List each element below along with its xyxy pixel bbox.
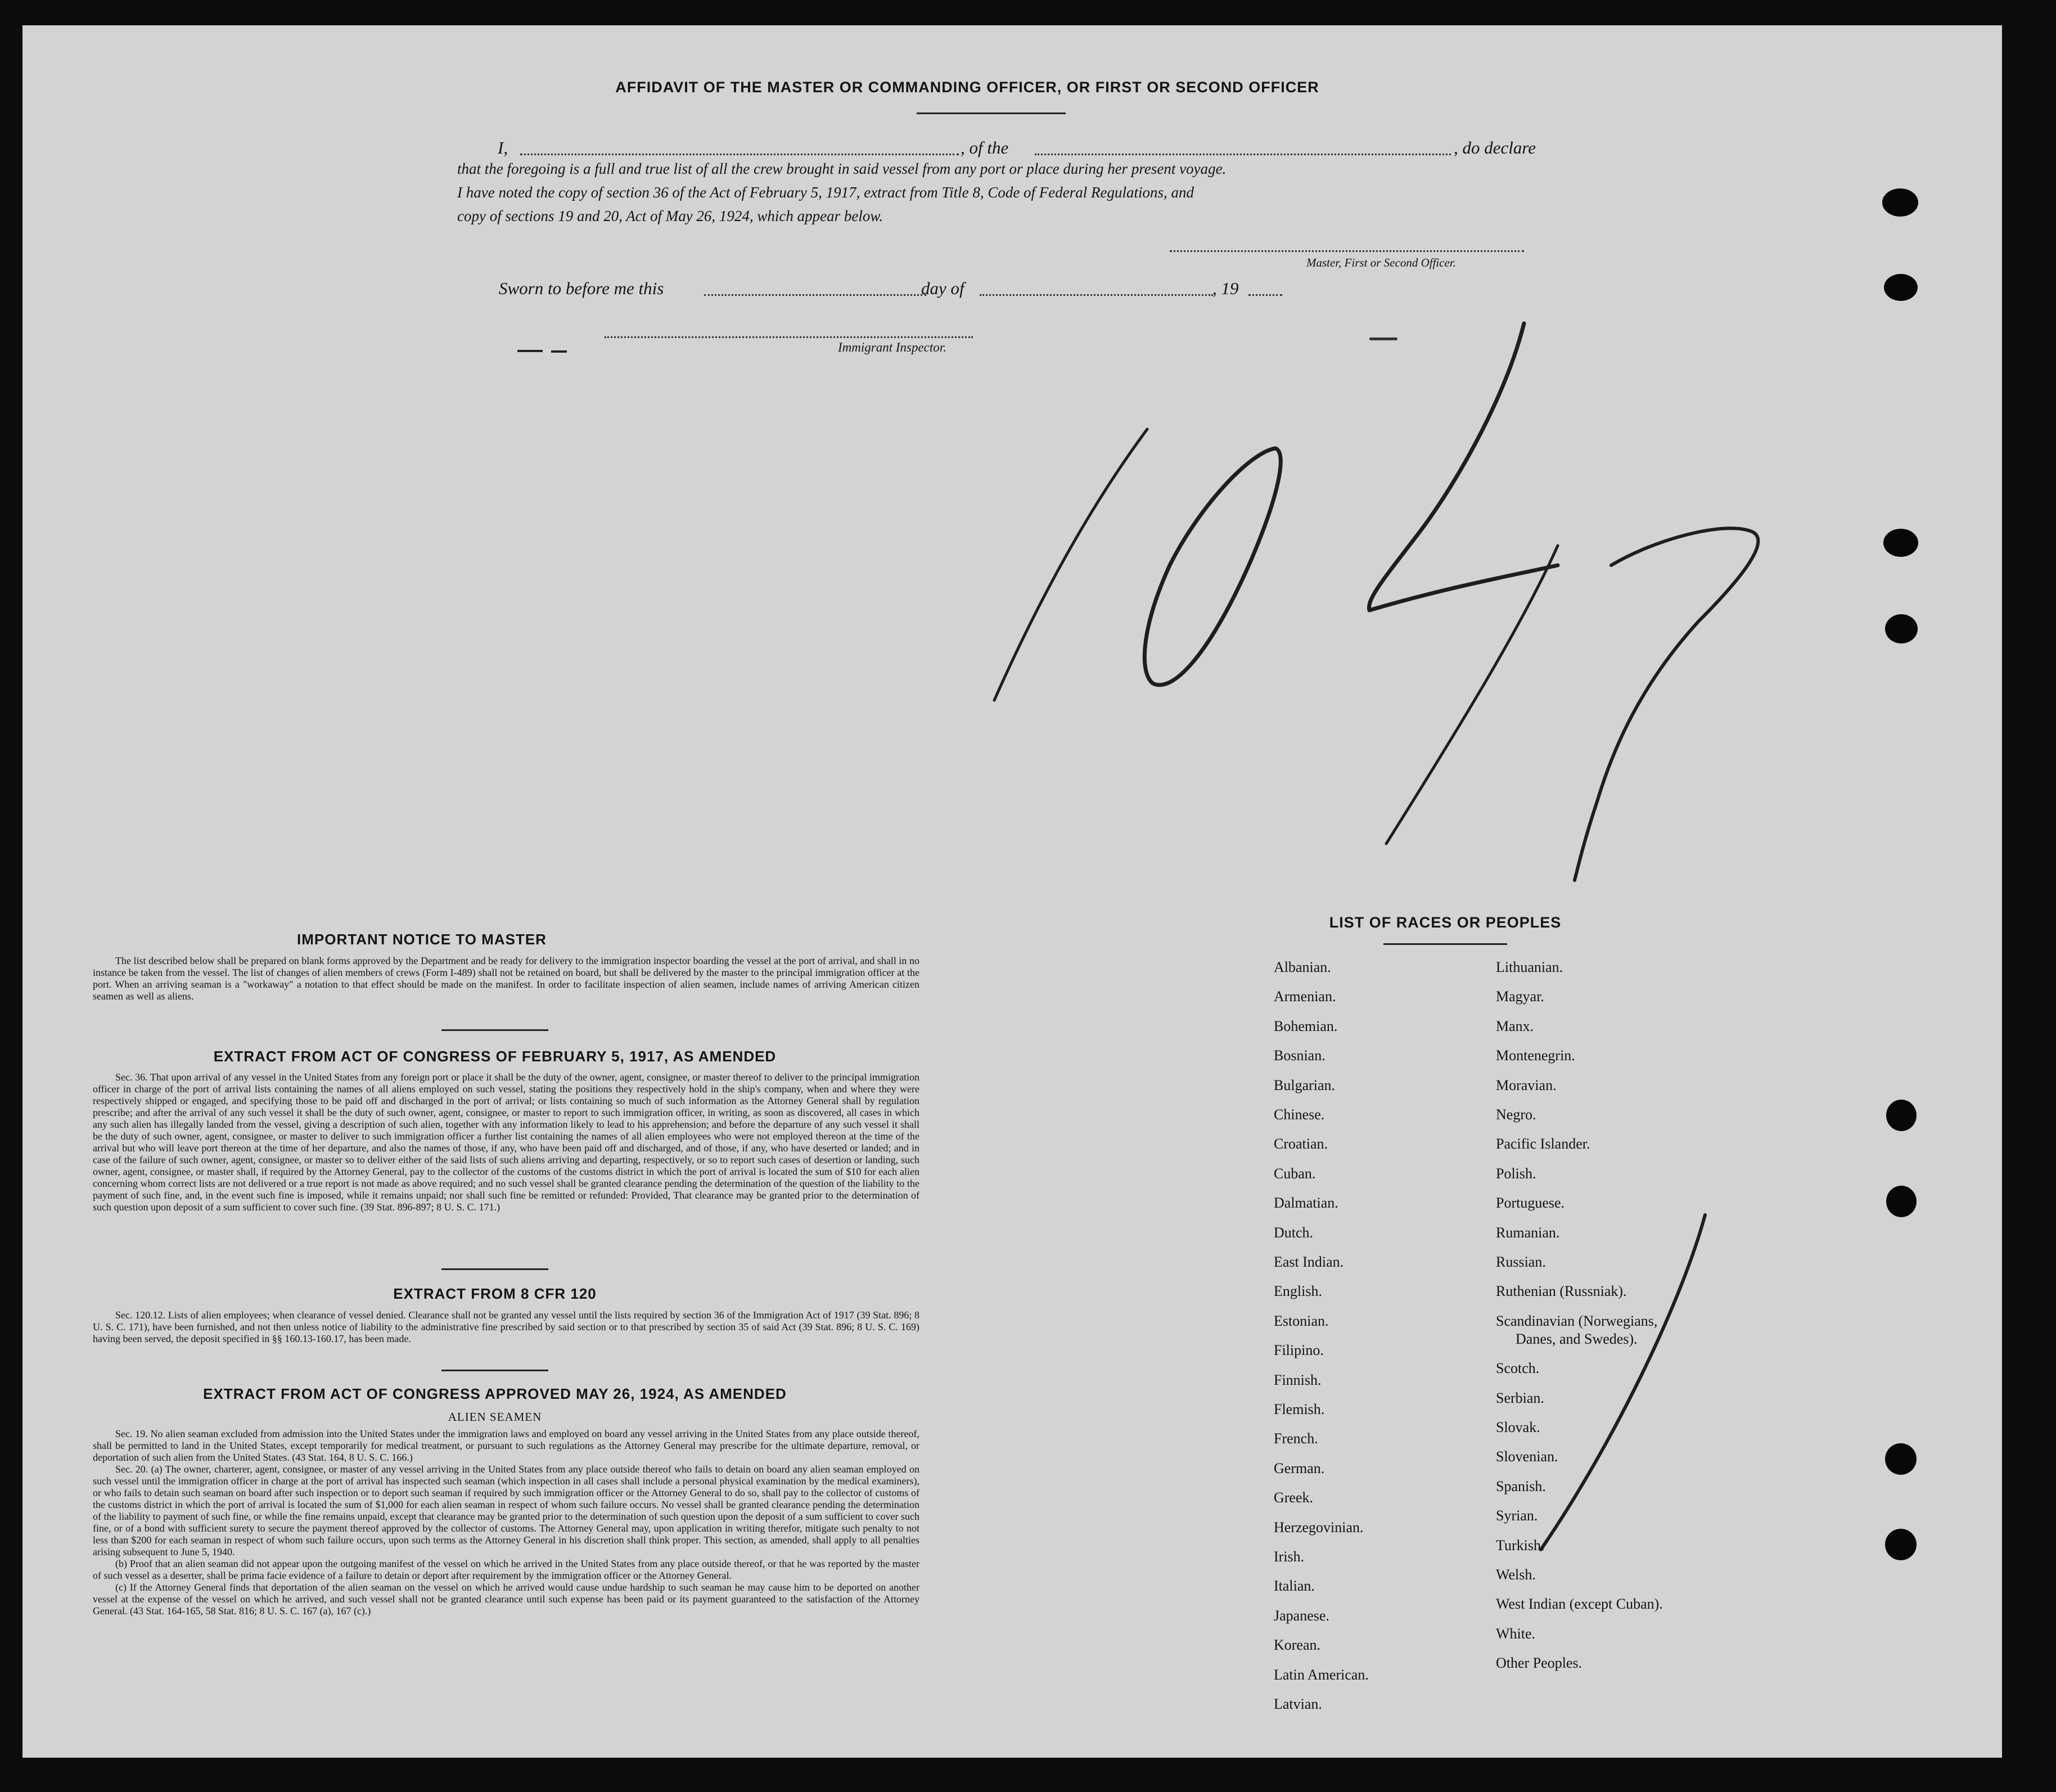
race-item: East Indian.	[1274, 1254, 1344, 1270]
notice-text	[93, 955, 919, 1002]
race-item: English.	[1274, 1283, 1322, 1300]
extract-cfr-paragraph: Sec. 120.12. Lists of alien employees; when clearance of vessel denied. Clearance shall not be granted any vessel until the lists required by section 36 of the Immigration Act of 1917 (39 Stat. 896; 8 U. S. C. 171), have been furnished, and not then unless notice of liability to the administrative fine prescribed by said section or to that prescribed by section 35 of said Act (39 Stat. 896; 8 U. S. C. 169) having been served, the deposit specified in §§ 160.13-160.17, has been made.	[93, 1309, 919, 1344]
race-item: Rumanian.	[1496, 1224, 1560, 1241]
binder-hole	[1885, 1443, 1917, 1475]
race-item: Moravian.	[1496, 1077, 1557, 1093]
binder-hole	[1882, 188, 1918, 217]
race-item: White.	[1496, 1625, 1536, 1642]
race-item: Latin American.	[1274, 1666, 1369, 1683]
race-item: Filipino.	[1274, 1342, 1324, 1359]
race-item: Finnish.	[1274, 1371, 1322, 1388]
binder-hole	[1886, 1186, 1917, 1217]
race-item: Pacific Islander.	[1496, 1136, 1590, 1152]
race-item: Bulgarian.	[1274, 1077, 1336, 1093]
races-title: LIST OF RACES OR PEOPLES	[1329, 914, 1562, 931]
race-item: Slovenian.	[1496, 1448, 1558, 1465]
extract-1924-subtitle: ALIEN SEAMEN	[448, 1410, 542, 1424]
affidavit-body-line-1: that the foregoing is a full and true list of all the crew brought in said vessel from any port or place during her present voyage.	[457, 160, 1227, 177]
race-item: Albanian.	[1274, 959, 1331, 975]
section-divider	[441, 1029, 548, 1031]
extract-1924-sec20c: (c) If the Attorney General finds that deportation of the alien seaman on the vessel on which he arrived would cause undue hardship to such seaman he may cause him to be deported on another vessel at the expense of the vessel on which he arrived, and such vessel shall not be granted clearance until such expense has been paid or its payment guaranteed to the satisfaction of the Attorney General. (43 Stat. 164-165, 58 Stat. 816; 8 U. S. C. 167 (a), 167 (c).)	[93, 1582, 919, 1617]
race-item: Greek.	[1274, 1489, 1314, 1506]
extract-1917-paragraph: Sec. 36. That upon arrival of any vessel in the United States from any foreign port or place it shall be the duty of the owner, agent, consignee, or master thereof to deliver to the principal immigration officer in charge of the port of arrival lists containing the names of all aliens employed on such vessel, stating the positions they respectively hold in the ship's company, when and where they were respectively shipped or engaged, and specifying those to be paid off and discharged in the port of arrival; or lists containing so much of such information as the Attorney General shall by regulation prescribe; and after the arrival of any such vessel it shall be the duty of such owner, agent, consignee, or master to report to such immigration officer, in writing, as soon as discovered, all cases in which any such alien has illegally landed from the vessel, giving a description of such alien, together with any information likely to lead to his apprehension; and before the departure of any such vessel it shall be the duty of such owner, agent, consignee, or master to deliver to such immigration officer a further list containing the names of all alien employees who were not employed thereon at the time of the arrival but who will leave port thereon at the time of her departure, and also the names of those, if any, who have been paid off and discharged, and of those, if any, who have deserted or landed; and in case of the failure of such owner, agent, consignee, or master so to deliver either of the said lists of such aliens arriving and departing, respectively, or so to report such cases of desertion or landing, such owner, agent, consignee, or master shall, if required by the Attorney General, pay to the collector of the customs of the customs district in which the port of arrival is located the sum of $10 for each alien concerning whom correct lists are not delivered or a true report is not made as above required; and no such vessel shall be granted clearance pending the determination of the question of the liability to the payment of such fine, and, in the event such fine is imposed, while it remains unpaid; nor shall such fine be remitted or refunded: Provided, That clearance may be granted prior to the determination of such question upon deposit of a sum sufficient to cover such fine. (39 Stat. 896-897; 8 U. S. C. 171.)	[93, 1071, 919, 1213]
race-item: Syrian.	[1496, 1507, 1538, 1524]
race-item: West Indian (except Cuban).	[1496, 1596, 1663, 1613]
i-label: I,	[498, 138, 508, 157]
race-item: Irish.	[1274, 1548, 1305, 1565]
race-item: Italian.	[1274, 1578, 1315, 1595]
extract-cfr-text	[93, 1309, 919, 1345]
race-item: German.	[1274, 1460, 1325, 1476]
race-item: Montenegrin.	[1496, 1047, 1575, 1064]
race-item: Scandinavian (Norwegians,	[1496, 1312, 1658, 1329]
race-item: Croatian.	[1274, 1136, 1328, 1152]
extract-1924-sec20b: (b) Proof that an alien seaman did not appear upon the outgoing manifest of the vessel on which he arrived in the United States from any place outside thereof, or that he was reported by the master of such vessel as a deserter, shall be prima facie evidence of a failure to detain or deport after requirement by the immigration officer or the Attorney General.	[93, 1558, 919, 1581]
race-item: Herzegovinian.	[1274, 1519, 1364, 1536]
inspector-label: Immigrant Inspector.	[838, 340, 946, 354]
binder-hole	[1886, 1100, 1917, 1131]
race-item: Slovak.	[1496, 1419, 1540, 1435]
race-item: Magyar.	[1496, 988, 1544, 1005]
race-item: Scotch.	[1496, 1360, 1540, 1377]
race-item: Armenian.	[1274, 988, 1336, 1005]
race-item: Ruthenian (Russniak).	[1496, 1283, 1627, 1300]
master-signature-label: Master, First or Second Officer.	[1306, 256, 1456, 269]
race-item: Bosnian.	[1274, 1047, 1325, 1064]
race-item: Negro.	[1496, 1106, 1536, 1123]
extract-1917-text	[93, 1071, 919, 1213]
race-item: Latvian.	[1274, 1696, 1322, 1712]
race-item: Danes, and Swedes).	[1516, 1330, 1638, 1347]
race-item: Cuban.	[1274, 1165, 1316, 1182]
extract-1924-text	[93, 1428, 919, 1617]
race-item: Polish.	[1496, 1165, 1536, 1182]
race-item: Bohemian.	[1274, 1017, 1338, 1034]
of-the-label: , of the	[961, 138, 1009, 157]
race-item: Dalmatian.	[1274, 1195, 1338, 1212]
race-item: Other Peoples.	[1496, 1655, 1582, 1672]
race-item: Chinese.	[1274, 1106, 1325, 1123]
races-title-underline	[1383, 943, 1507, 945]
extract-cfr-title: EXTRACT FROM 8 CFR 120	[393, 1285, 597, 1302]
extract-1924-sec20a: Sec. 20. (a) The owner, charterer, agent, consignee, or master of any vessel arriving in the United States from any place outside thereof who fails to detain on board any alien seaman employed on such vessel until the immigration officer in charge at the port of arrival has inspected such seaman (which inspection in all cases shall include a personal physical examination by the medical examiners), or who fails to detain such seaman on board after such inspection or to deport such seaman if required by such immigration officer or the Attorney General to do so, shall pay to the collector of customs of the customs district in which the port of arrival is located the sum of $1,000 for each alien seaman in respect of whom such failure occurs. No vessel shall be granted clearance pending the determination of the liability to payment of such fine, or while the fine remains unpaid, except that clearance may be granted prior to the determination of such question upon the deposit of a sum sufficient to cover such fine, or of a bond with sufficient surety to secure the payment thereof approved by the collector of customs. The Attorney General may, upon application in writing therefor, mitigate such penalty to not less than $200 for each seaman in respect of whom such failure occurs, upon such terms as the Attorney General in his discretion shall think proper. This section, as amended, shall apply to all penalties arising subsequent to June 5, 1940.	[93, 1464, 919, 1557]
section-divider	[441, 1268, 548, 1270]
year-label: , 19	[1212, 278, 1239, 298]
race-item: Spanish.	[1496, 1478, 1546, 1494]
race-item: Korean.	[1274, 1637, 1321, 1654]
race-item: Dutch.	[1274, 1224, 1314, 1241]
notice-title: IMPORTANT NOTICE TO MASTER	[297, 931, 547, 948]
affidavit-body-line-3: copy of sections 19 and 20, Act of May 26, 1924, which appear below.	[457, 208, 883, 224]
binder-hole	[1883, 529, 1918, 557]
race-item: Estonian.	[1274, 1312, 1329, 1329]
race-item: Flemish.	[1274, 1401, 1325, 1417]
race-item: Japanese.	[1274, 1607, 1329, 1624]
race-item: Turkish.	[1496, 1537, 1545, 1554]
sworn-label: Sworn to before me this	[499, 278, 664, 298]
extract-1924-sec19: Sec. 19. No alien seaman excluded from admission into the United States under the immigration laws and employed on board any vessel arriving in the United States from any place outside thereof, shall be permitted to land in the United States, except temporarily for medical treatment, or pursuant to such regulations as the Attorney General may prescribe for the ultimate departure, removal, or deportation of such alien from the United States. (43 Stat. 164, 8 U. S. C. 166.)	[93, 1428, 919, 1463]
affidavit-title: AFFIDAVIT OF THE MASTER OR COMMANDING OFFICER, OR FIRST OR SECOND OFFICER	[615, 79, 1319, 96]
do-declare-label: , do declare	[1454, 138, 1536, 157]
race-item: Serbian.	[1496, 1389, 1544, 1406]
race-item: Welsh.	[1496, 1566, 1536, 1583]
race-item: Russian.	[1496, 1254, 1546, 1270]
binder-hole	[1884, 274, 1918, 301]
race-item: Portuguese.	[1496, 1195, 1565, 1212]
race-item: Manx.	[1496, 1017, 1534, 1034]
notice-paragraph: The list described below shall be prepared on blank forms approved by the Department and be ready for delivery to the immigration inspector boarding the vessel at the port of arrival, and shall in no instance be taken from the vessel. The list of changes of alien members of crews (Form I-489) shall not be retained on board, but shall be delivered by the master to the principal immigration officer at the port. When an arriving seaman is a "workaway" a notation to that effect should be made on the manifest. In order to facilitate inspection of alien seamen, include names of arriving American citizen seamen as well as aliens.	[93, 955, 919, 1002]
extract-1924-title: EXTRACT FROM ACT OF CONGRESS APPROVED MAY 26, 1924, AS AMENDED	[203, 1385, 787, 1402]
race-item: Lithuanian.	[1496, 959, 1563, 975]
affidavit-body-line-2: I have noted the copy of section 36 of the Act of February 5, 1917, extract from Title 8, Code of Federal Regulations, and	[457, 184, 1194, 201]
binder-hole	[1885, 1529, 1917, 1560]
race-item: French.	[1274, 1430, 1318, 1447]
document-page	[22, 25, 2002, 1758]
day-of-label: day of	[921, 278, 964, 298]
extract-1917-title: EXTRACT FROM ACT OF CONGRESS OF FEBRUARY 5, 1917, AS AMENDED	[213, 1048, 777, 1065]
section-divider	[441, 1370, 548, 1371]
binder-hole	[1885, 614, 1918, 643]
